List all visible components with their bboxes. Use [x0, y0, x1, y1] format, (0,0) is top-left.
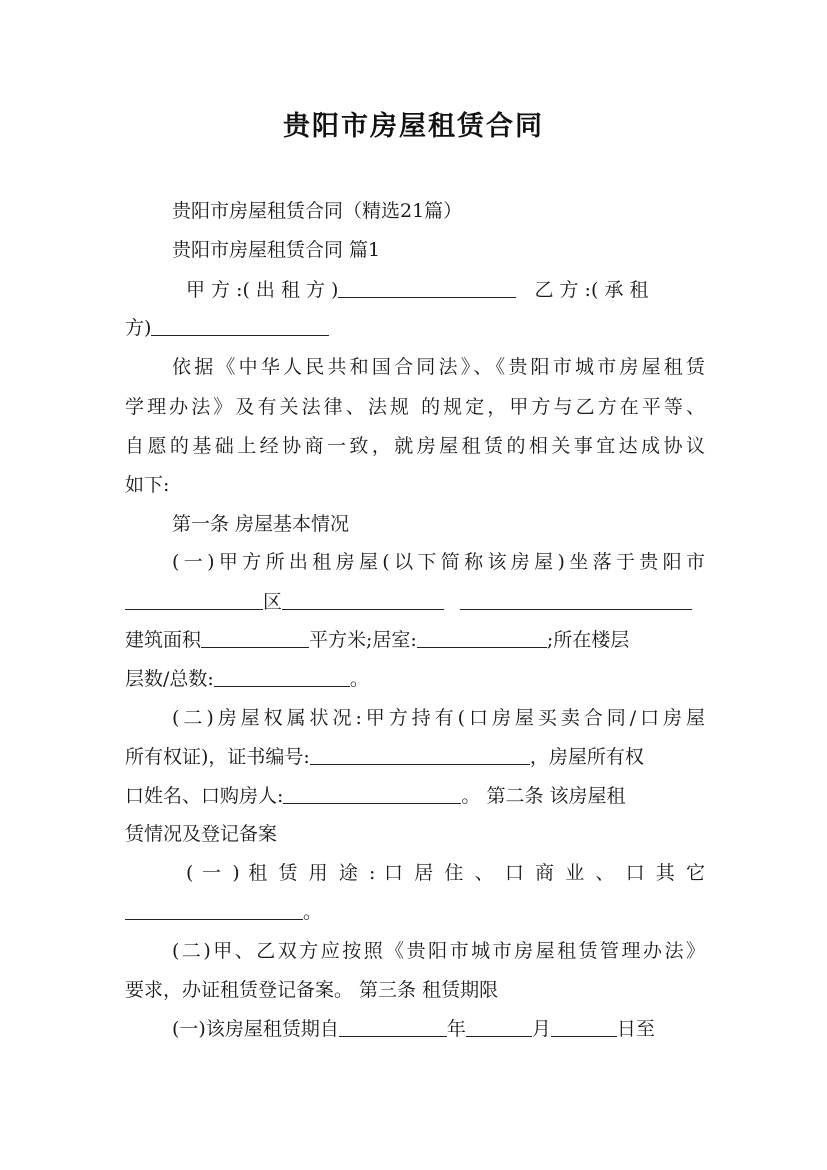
day-label: 日至	[616, 1018, 655, 1040]
usage-blank-line	[125, 900, 705, 924]
term-line	[172, 1017, 705, 1041]
buyer-blank	[283, 784, 461, 804]
body-text: 依据《中华人民共和国合同法》、《贵阳市城市房屋租赁	[172, 356, 705, 378]
buyer-label: 口姓名、口购房人:	[125, 785, 284, 807]
party-b-blank	[151, 316, 329, 336]
street-blank	[460, 590, 692, 610]
floors-label: 层数/总数:	[125, 668, 214, 690]
party-a-label: 甲 方 :( 出 租 方 )	[186, 279, 339, 301]
body-text: (二)房屋权属状况:甲方持有(口房屋买卖合同/口房屋	[172, 707, 705, 729]
year-label: 年	[446, 1018, 466, 1040]
floors-line	[125, 667, 705, 691]
area-line	[125, 628, 705, 652]
body-text: 赁情况及登记备案	[125, 823, 278, 845]
floors-blank	[214, 667, 350, 687]
certificate-label: 所有权证)，证书编号:	[125, 746, 310, 768]
body-text: 自愿的基础上经协商一致，就房屋租赁的相关事宜达成协议	[125, 435, 705, 457]
usage-other-blank	[125, 900, 303, 920]
party-b-suffix: 方)	[125, 317, 152, 339]
floor-label: ;所在楼层	[546, 629, 630, 651]
usage-line: ( 一 ) 租 赁 用 途 : 口 居 住 、 口 商 业 、 口 其 它	[186, 862, 705, 884]
year-blank	[339, 1017, 447, 1037]
party-b-line	[125, 316, 705, 340]
body-text: 学理办法》及有关法律、法规 的规定，甲方与乙方在平等、	[125, 396, 705, 418]
certificate-line	[125, 745, 705, 769]
term-label: (一)该房屋租赁期自	[172, 1018, 339, 1040]
district-blank	[282, 590, 444, 610]
body-text: (一)甲方所出租房屋(以下简称该房屋)坐落于贵阳市	[172, 551, 705, 573]
month-label: 月	[531, 1018, 551, 1040]
article-two-heading: 。 第二条 该房屋租	[461, 785, 626, 807]
period-mark: 。	[303, 901, 323, 923]
area-label: 建筑面积	[125, 629, 202, 651]
month-blank	[466, 1017, 532, 1037]
rooms-label: 平方米;居室:	[309, 629, 417, 651]
period-mark: 。	[349, 668, 369, 690]
section-heading: 贵阳市房屋租赁合同 篇1	[172, 239, 381, 261]
city-blank	[125, 590, 263, 610]
body-text: 如下:	[125, 474, 170, 496]
document-title: 贵阳市房屋租赁合同	[283, 111, 544, 142]
owner-label: ，房屋所有权	[529, 746, 644, 768]
party-a-blank	[338, 278, 516, 298]
parties-line	[186, 278, 705, 302]
district-label: 区	[263, 591, 283, 613]
area-blank	[201, 628, 309, 648]
address-line	[125, 590, 705, 614]
article-heading: 第一条 房屋基本情况	[172, 513, 350, 535]
day-blank	[551, 1017, 617, 1037]
rooms-blank	[417, 628, 547, 648]
party-b-label: 乙 方 :( 承 租	[534, 279, 649, 301]
subtitle-line: 贵阳市房屋租赁合同（精选21篇）	[172, 200, 463, 222]
body-text: (二)甲、乙双方应按照《贵阳市城市房屋租赁管理办法》	[172, 940, 705, 962]
body-text: 要求，办证租赁登记备案。 第三条 租赁期限	[125, 979, 499, 1001]
certificate-blank	[310, 745, 530, 765]
buyer-line	[125, 784, 705, 808]
